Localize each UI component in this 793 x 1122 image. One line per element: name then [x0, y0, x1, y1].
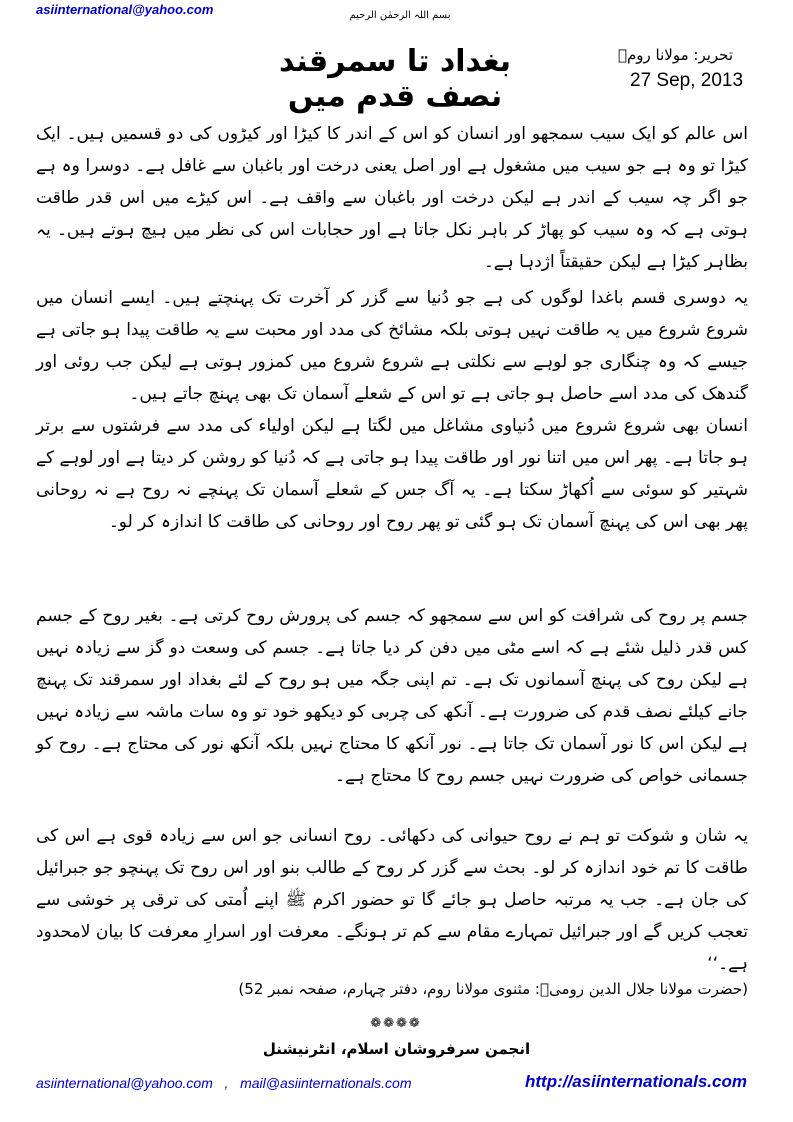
footer-email-2[interactable]: mail@asiinternationals.com [240, 1075, 412, 1091]
header-email[interactable]: asiinternational@yahoo.com [36, 2, 214, 17]
footer-email-1[interactable]: asiinternational@yahoo.com [36, 1075, 213, 1091]
footer-url[interactable]: http://asiinternationals.com [525, 1072, 747, 1091]
source-reference: (حضرت مولانا جلال الدین رومیؒ: مثنوی مولانا روم، دفتر چہارم، صفحہ نمبر 52) [238, 980, 748, 998]
footer-separator: , [224, 1075, 229, 1091]
paragraph-1: اس عالم کو ایک سیب سمجھو اور انسان کو اس کے اندر کا کیڑا اور کیڑوں کی دو قسمیں ہیں۔ ایک کیڑا تو وہ ہے جو سیب میں مشغول ہے اور اصل یعنی درخت اور باغبان سے غافل ہے۔ دوسرا وہ ہے جو اگر چہ سیب کے اندر ہے لیکن درخت اور باغبان سے واقف ہے۔ اس کیڑے میں اس قدر طاقت ہوتی ہے کہ وہ سیب کو پھاڑ کر باہر نکل جاتا ہے اور حجابات اس کی نظر میں ہیچ ہوتے ہیں۔ یہ بظاہر کیڑا ہے لیکن حقیقتاً اژدہا ہے۔ [36, 124, 748, 272]
paragraph-3: انسان بھی شروع شروع میں دُنیاوی مشاغل میں لگتا ہے لیکن اولیاء کی مدد سے فرشتوں سے برتر ہو جاتا ہے۔ پھر اس میں اتنا نور اور طاقت پیدا ہو جاتی ہے کہ دُنیا کو روشن کر دیتا ہے اور لوہے کے شہتیر کو سوئی سے اُکھاڑ سکتا ہے۔ یہ آگ جس کے شعلے آسمان تک پہنچے نہ روح ہے نہ روحانی پھر بھی اس کی پہنچ آسمان تک ہو گئی تو پھر روح اور روحانی کی طاقت کا اندازہ کر لو۔ [36, 416, 748, 532]
bismillah: بسم اللہ الرحمٰن الرحیم [349, 10, 451, 21]
ornament-divider: ❁❁❁❁ [370, 1016, 422, 1031]
paragraph-4: جسم پر روح کی شرافت کو اس سے سمجھو کہ جسم کی پرورش روح کرتی ہے۔ بغیر روح کے جسم کس قدر ذلیل شئے ہے کہ اسے مٹی میں دفن کر دیا جاتا ہے۔ جسم کی وسعت دو گز سے زیادہ نہیں ہے لیکن روح کی پہنچ آسمانوں تک ہے۔ تم اپنی جگہ میں ہو روح کے لئے بغداد اور سمرقند تک پہنچ جانے کیلئے نصف قدم کی ضرورت ہے۔ آنکھ کی چربی کو دیکھو خود تو وہ سات ماشہ سے زیادہ نہیں ہے لیکن اس کا نور آسمان تک جاتا ہے۔ نور آنکھ کا محتاج نہیں بلکہ آنکھ نور کی محتاج ہے۔ روح کو جسمانی خواص کی ضرورت نہیں جسم روح کا محتاج ہے۔ [36, 606, 748, 786]
page-title: بغداد تا سمرقند نصف قدم میں [278, 44, 512, 114]
author-byline: تحریر: مولانا رومؒ [618, 46, 734, 64]
date: 27 Sep, 2013 [630, 70, 744, 91]
footer-emails [36, 1075, 412, 1091]
organization-name: انجمن سرفروشان اسلام، انٹرنیشنل [262, 1040, 531, 1058]
paragraph-5: یہ شان و شوکت تو ہم نے روح حیوانی کی دکھائی۔ روح انسانی جو اس سے زیادہ قوی ہے اس کی طاقت کا تم خود اندازہ کر لو۔ بحث سے گزر کر روح کے طالب بنو اور اس روح تک پہنچو جو جبرائیل کی جان ہے۔ جب یہ مرتبہ حاصل ہو جائے گا تو حضور اکرم ﷺ اپنے اُمتی کی ترقی پر خوشی سے تعجب کریں گے اور جبرائیل تمہارے مقام سے کم تر ہونگے۔ معرفت اور اسرارِ معرفت کا بیان لامحدود ہے۔‘‘ [36, 826, 748, 974]
paragraph-2: یہ دوسری قسم باغدا لوگوں کی ہے جو دُنیا سے گزر کر آخرت تک پہنچتے ہیں۔ ایسے انسان میں شروع شروع میں یہ طاقت نہیں ہوتی بلکہ مشائخ کی مدد اور محبت سے یہ طاقت پیدا ہو جاتی ہے جیسے کہ وہ چنگاری جو لوہے سے نکلتی ہے شروع شروع میں کمزور ہوتی ہے لیکن جب روئی اور گندھک کی مدد اسے حاصل ہو جاتی ہے تو اس کے شعلے آسمان تک بھی پہنچ جاتے ہیں۔ [36, 288, 748, 404]
